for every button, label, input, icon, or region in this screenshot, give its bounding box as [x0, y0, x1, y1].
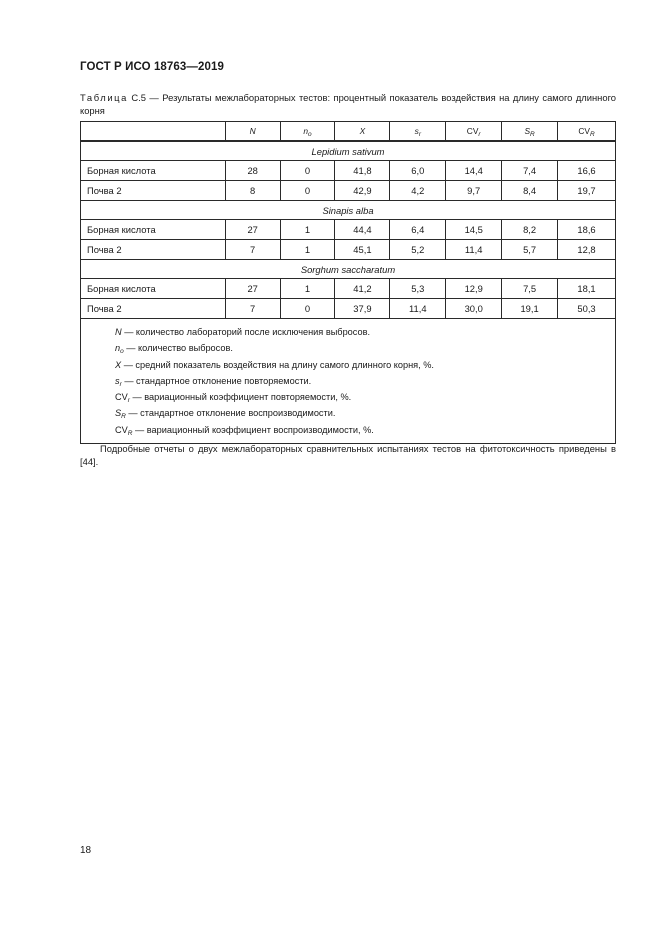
note-subscript: R [121, 413, 126, 421]
column-header-symbol: X [359, 126, 366, 136]
column-header-symbol: CV [466, 126, 479, 136]
species-row [81, 201, 616, 220]
note-line [115, 340, 615, 356]
caption-number: С.5 [131, 92, 146, 103]
footer-paragraph: Подробные отчеты о двух межлабораторных сравнительных испытаниях тестов на фитотоксичность приведены в [44]. [80, 443, 616, 467]
table-cell: 1 [280, 240, 335, 260]
table-cell: 18,6 [558, 220, 616, 240]
column-header [280, 122, 335, 142]
table-cell: 6,4 [390, 220, 446, 240]
table-cell: 27 [225, 220, 280, 240]
note-text: — средний показатель воздействия на длину самого длинного корня, %. [121, 359, 434, 370]
table-caption [80, 92, 616, 117]
note-line [115, 373, 615, 389]
row-label: Борная кислота [81, 220, 226, 240]
table-cell: 8,2 [502, 220, 558, 240]
table-cell: 37,9 [335, 299, 390, 319]
row-label: Почва 2 [81, 181, 226, 201]
table-cell: 27 [225, 279, 280, 299]
column-header [446, 122, 502, 142]
table-row [81, 181, 616, 201]
species-name: Lepidium sativum [81, 141, 616, 161]
table-cell: 11,4 [390, 299, 446, 319]
table-row [81, 161, 616, 181]
column-header [502, 122, 558, 142]
table-cell: 18,1 [558, 279, 616, 299]
note-line [115, 324, 615, 340]
species-row [81, 260, 616, 279]
table-cell: 1 [280, 220, 335, 240]
note-line [115, 422, 615, 438]
note-subscript: r [127, 397, 130, 405]
table-cell: 1 [280, 279, 335, 299]
note-line [115, 389, 615, 405]
column-header-subscript: R [589, 131, 595, 138]
table-row [81, 279, 616, 299]
table-cell: 16,6 [558, 161, 616, 181]
note-text: — количество выбросов. [123, 343, 233, 354]
table-cell: 41,2 [335, 279, 390, 299]
column-header-symbol: N [249, 126, 256, 136]
row-label: Почва 2 [81, 299, 226, 319]
row-label: Борная кислота [81, 279, 226, 299]
note-symbol: S [115, 408, 122, 419]
table-cell: 50,3 [558, 299, 616, 319]
row-label: Почва 2 [81, 240, 226, 260]
table-cell: 7 [225, 299, 280, 319]
table-cell: 14,4 [446, 161, 502, 181]
table-cell: 30,0 [446, 299, 502, 319]
page-number: 18 [80, 845, 92, 856]
table-cell: 8,4 [502, 181, 558, 201]
table-cell: 44,4 [335, 220, 390, 240]
caption-prefix: Таблица [80, 92, 128, 103]
table-cell: 28 [225, 161, 280, 181]
table-cell: 12,9 [446, 279, 502, 299]
note-subscript: r [119, 380, 122, 388]
table-cell: 45,1 [335, 240, 390, 260]
note-symbol: CV [115, 392, 128, 403]
table-cell: 7,5 [502, 279, 558, 299]
column-header [335, 122, 390, 142]
table-cell: 19,1 [502, 299, 558, 319]
table-cell: 12,8 [558, 240, 616, 260]
document-header: ГОСТ Р ИСО 18763—2019 [80, 61, 225, 73]
table-row [81, 240, 616, 260]
column-header-subscript: r [478, 131, 481, 138]
table-cell: 7,4 [502, 161, 558, 181]
caption-text: — Результаты межлабораторных тестов: процентный показатель воздействия на длину самого длинного корня [80, 92, 616, 116]
note-text: — стандартное отклонение воспроизводимости. [125, 408, 336, 419]
table-header-row [81, 122, 616, 142]
table-cell: 6,0 [390, 161, 446, 181]
species-name: Sinapis alba [81, 201, 616, 220]
note-line [115, 405, 615, 421]
column-header [225, 122, 280, 142]
column-header [558, 122, 616, 142]
table-cell: 0 [280, 161, 335, 181]
note-subscript: R [127, 429, 133, 437]
table-cell: 8 [225, 181, 280, 201]
table-cell: 5,2 [390, 240, 446, 260]
results-table [80, 121, 616, 444]
header-empty-cell [81, 122, 226, 142]
table-cell: 19,7 [558, 181, 616, 201]
table-cell: 11,4 [446, 240, 502, 260]
column-header-symbol: S [524, 126, 531, 136]
column-header-symbol: n [303, 126, 309, 136]
table-cell: 5,3 [390, 279, 446, 299]
note-line [115, 357, 615, 373]
column-header-symbol: s [414, 126, 419, 136]
notes-cell [81, 319, 616, 444]
column-header-symbol: CV [578, 126, 590, 136]
note-symbol: s [115, 375, 120, 386]
table-cell: 0 [280, 181, 335, 201]
note-text: — вариационный коэффициент повторяемости, %. [129, 392, 352, 403]
table-cell: 41,8 [335, 161, 390, 181]
table-cell: 5,7 [502, 240, 558, 260]
column-header-subscript: o [308, 131, 312, 138]
notes-row [81, 319, 616, 444]
note-text: — стандартное отклонение повторяемости. [121, 375, 312, 386]
note-subscript: o [120, 348, 124, 356]
note-symbol: CV [115, 424, 128, 435]
column-header-subscript: R [530, 131, 535, 138]
note-symbol: X [115, 359, 122, 370]
note-symbol: n [115, 343, 121, 354]
species-name: Sorghum saccharatum [81, 260, 616, 279]
table-row [81, 220, 616, 240]
table-cell: 14,5 [446, 220, 502, 240]
table-cell: 7 [225, 240, 280, 260]
table-cell: 4,2 [390, 181, 446, 201]
row-label: Борная кислота [81, 161, 226, 181]
column-header [390, 122, 446, 142]
column-header-subscript: r [418, 131, 421, 138]
note-text: — количество лабораторий после исключения выбросов. [121, 327, 371, 337]
species-row [81, 141, 616, 161]
table-cell: 0 [280, 299, 335, 319]
table-cell: 42,9 [335, 181, 390, 201]
note-text: — вариационный коэффициент воспроизводимости, %. [132, 424, 374, 435]
table-row [81, 299, 616, 319]
note-symbol: N [115, 327, 122, 337]
table-cell: 9,7 [446, 181, 502, 201]
